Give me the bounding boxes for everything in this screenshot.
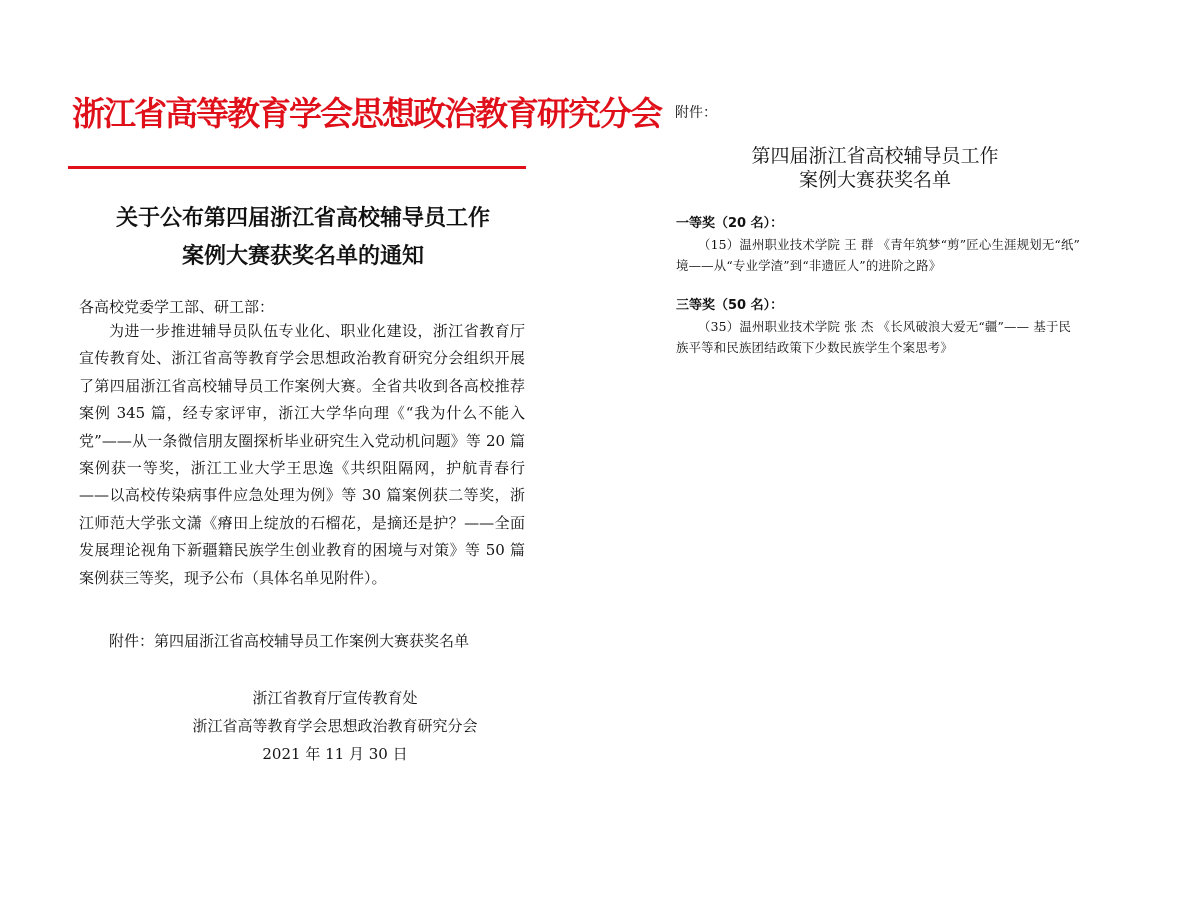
body-paragraph: 为进一步推进辅导员队伍专业化、职业化建设，浙江省教育厅宣传教育处、浙江省高等教育学会思想政治教育研究分会组织开展了第四届浙江省高校辅导员工作案例大赛。全省共收到各高校推荐案例 345 篇，经专家评审，浙江大学华向理《“我为什么不能入党”——从一条微信朋友圈探析毕业研究生入党动机问题》等 20 篇案例获一等奖，浙江工业大学王思逸《共织阻隔网，护航青春行——以高校传染病事件应急处理为例》等 30 篇案例获二等奖，浙江师范大学张文潇《瘠田上绽放的石榴花，是摘还是护？——全面发展理论视角下新疆籍民族学生创业教育的困境与对策》等 50 篇案例获三等奖，现予公布（具体名单见附件）。 [79,322,525,587]
award-list-page [600,0,1200,900]
third-prize-section [676,296,1146,358]
first-prize-heading: 一等奖（20 名）： [676,216,784,231]
notice-body [79,318,525,592]
salutation: 各高校党委学工部、研工部： [79,298,275,316]
issue-date: 2021 年 11 月 30 日 [262,745,408,763]
award-list-title-line-1: 第四届浙江省高校辅导员工作 [751,145,999,167]
notice-title-line-2: 案例大赛获奖名单的通知 [181,244,424,269]
third-prize-entry [676,316,1146,358]
attachment-reference: 附件：第四届浙江省高校辅导员工作案例大赛获奖名单 [109,632,470,650]
organization-header: 浙江省高等教育学会思想政治教育研究分会 [72,94,661,133]
first-prize-entry [676,234,1146,276]
award-list-title [720,144,1030,192]
third-prize-heading: 三等奖（50 名）： [676,298,784,313]
award-list-title-line-2: 案例大赛获奖名单 [798,169,951,191]
third-prize-entry-line-1: （35）温州职业技术学院 张 杰 《长风破浪大爱无“疆”—— 基于民 [698,319,1072,334]
issuer-1: 浙江省教育厅宣传教育处 [252,689,418,707]
first-prize-section [676,214,1146,276]
attachment-label: 附件： [675,105,717,121]
notice-title [78,200,528,276]
signature-block [160,684,510,768]
issuer-2: 浙江省高等教育学会思想政治教育研究分会 [192,717,478,735]
third-prize-entry-line-2: 族平等和民族团结政策下少数民族学生个案思考》 [676,340,953,355]
notice-title-line-1: 关于公布第四届浙江省高校辅导员工作 [115,206,490,231]
header-divider [68,166,526,169]
first-prize-entry-line-1: （15）温州职业技术学院 王 群 《青年筑梦“剪”匠心生涯规划无“纸” [698,237,1081,252]
first-prize-entry-line-2: 境——从“专业学渣”到“非遗匠人”的进阶之路》 [676,258,942,273]
